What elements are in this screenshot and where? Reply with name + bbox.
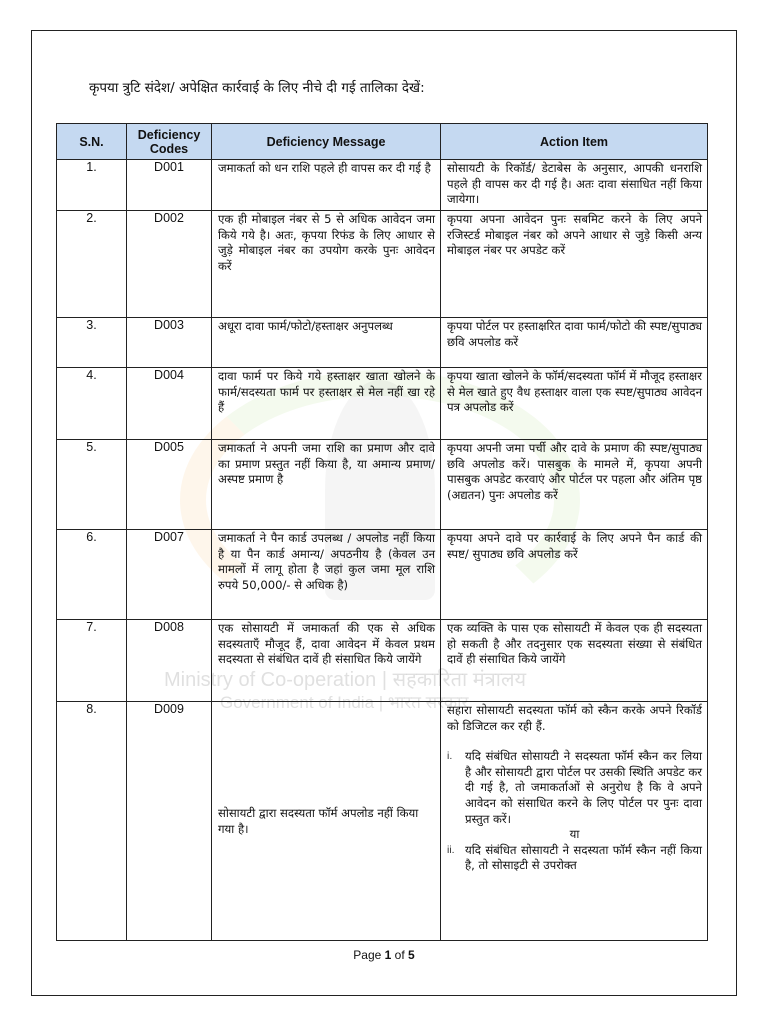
header-action: Action Item	[441, 124, 708, 160]
row-sn: 7.	[57, 620, 127, 702]
row-action: कृपया अपनी जमा पर्ची और दावे के प्रमाण की स्पष्ट/सुपाठ्य छवि अपलोड करें। पासबुक के मामले में, कृपया अपनी पासबुक अपडेट करवाएं और पोर्टल पर पहला और अंतिम पृष्ठ (अद्यतन) पुनः अपलोड करें	[441, 440, 708, 530]
row-code: D008	[127, 620, 212, 702]
row-action	[441, 702, 708, 941]
table-row	[57, 160, 708, 211]
row-sn: 6.	[57, 530, 127, 620]
row-action: सोसायटी के रिकॉर्ड/ डेटाबेस के अनुसार, आपकी धनराशि पहले ही वापस कर दी गई है। अतः दावा संसाधित नहीं किया जायेगा।	[441, 160, 708, 211]
table-header-row	[57, 124, 708, 160]
row-action: कृपया अपना आवेदन पुनः सबमिट करने के लिए अपने रजिस्टर्ड मोबाइल नंबर को अपने आधार से जुड़े किसी अन्य मोबाइल नंबर पर अपडेट करें	[441, 211, 708, 318]
row-message: एक ही मोबाइल नंबर से 5 से अधिक आवेदन जमा किये गये है। अतः, कृपया रिफंड के लिए आधार से जुड़े मोबाइल नंबर का उपयोग करके पुनः आवेदन करें	[212, 211, 441, 318]
intro-text: कृपया त्रुटि संदेश/ अपेक्षित कार्रवाई के लिए नीचे दी गई तालिका देखें:	[89, 80, 425, 96]
row-message: एक सोसायटी में जमाकर्ता की एक से अधिक सदस्यताएँ मौजूद हैं, दावा आवेदन में केवल प्रथम सदस्यता से संबंधित दावें ही संसाधित किये जायेंगे	[212, 620, 441, 702]
row-code: D007	[127, 530, 212, 620]
table-row	[57, 318, 708, 368]
watermark-line-1: Ministry of Co-operation | सहकारिता मंत्रालय	[164, 669, 527, 691]
table-row	[57, 211, 708, 318]
footer-total-pages: 5	[408, 948, 415, 962]
row-message: जमाकर्ता को धन राशि पहले ही वापस कर दी गई है	[212, 160, 441, 211]
row-message: जमाकर्ता ने अपनी जमा राशि का प्रमाण और दावे का प्रमाण प्रस्तुत नहीं किया है, या अमान्य प्रमाण/अस्पष्ट प्रमाण है	[212, 440, 441, 530]
row-code: D004	[127, 368, 212, 440]
header-sn: S.N.	[57, 124, 127, 160]
header-code: Deficiency Codes	[127, 124, 212, 160]
row-sn: 2.	[57, 211, 127, 318]
row-sn: 1.	[57, 160, 127, 211]
page-footer	[0, 948, 768, 962]
deficiency-table	[56, 123, 708, 941]
header-message: Deficiency Message	[212, 124, 441, 160]
row-sn: 4.	[57, 368, 127, 440]
table-row	[57, 620, 708, 702]
sub-item-text: यदि संबंधित सोसायटी ने सदस्यता फॉर्म स्कैन नहीं किया है, तो सोसाइटी से उपरोक्त	[465, 842, 702, 873]
row-sn: 5.	[57, 440, 127, 530]
sub-item-number: ii.	[447, 843, 455, 856]
row-code: D005	[127, 440, 212, 530]
row-code: D001	[127, 160, 212, 211]
sub-item-number: i.	[447, 750, 453, 763]
row-sn: 3.	[57, 318, 127, 368]
row-code: D002	[127, 211, 212, 318]
footer-current-page: 1	[384, 948, 392, 962]
sub-item-text: यदि संबंधित सोसायटी ने सदस्यता फॉर्म स्कैन कर लिया है और सोसायटी द्वारा पोर्टल पर उसकी स्थिति अपडेट कर दी गई है, तो जमाकर्ताओं से अनुरोध है कि वे अपने आवेदन को संसाधित करने के लिए पोर्टल पर पुनः दावा प्रस्तुत करें।	[465, 749, 702, 826]
action-sub-item	[447, 843, 702, 874]
row-code: D003	[127, 318, 212, 368]
table-row	[57, 702, 708, 941]
row-message: जमाकर्ता ने पैन कार्ड उपलब्ध / अपलोड नहीं किया है या पैन कार्ड अमान्य/ अपठनीय है (केवल उन मामलों में लागू होता है जहां कुल जमा मूल राशि रुपये 50,000/- से अधिक है)	[212, 530, 441, 620]
row-message: सोसायटी द्वारा सदस्यता फॉर्म अपलोड नहीं किया गया है।	[212, 702, 441, 941]
action-sub-item	[447, 749, 702, 827]
row-message: अधूरा दावा फार्म/फोटो/हस्ताक्षर अनुपलब्ध	[212, 318, 441, 368]
row-code: D009	[127, 702, 212, 941]
row-action: कृपया पोर्टल पर हस्ताक्षरित दावा फार्म/फोटो की स्पष्ट/सुपाठ्य छवि अपलोड करें	[441, 318, 708, 368]
row-sn: 8.	[57, 702, 127, 941]
table-row	[57, 530, 708, 620]
table-row	[57, 440, 708, 530]
table-row	[57, 368, 708, 440]
footer-of-word: of	[394, 948, 405, 962]
row-action: कृपया अपने दावे पर कार्रवाई के लिए अपने पैन कार्ड की स्पष्ट/ सुपाठ्य छवि अपलोड करें	[441, 530, 708, 620]
footer-page-word: Page	[353, 948, 382, 962]
action-intro: सहारा सोसायटी सदस्यता फॉर्म को स्कैन करके अपने रिकॉर्ड को डिजिटल कर रही हैं.	[447, 703, 702, 733]
watermark-line-2: Government of India | भारत सरकार	[220, 693, 469, 712]
row-message: दावा फार्म पर किये गये हस्ताक्षर खाता खोलने के फार्म/सदस्यता फार्म पर हस्ताक्षर से मेल नहीं खा रहे हैं	[212, 368, 441, 440]
or-separator: या	[569, 827, 580, 842]
row-action: एक व्यक्ति के पास एक सोसायटी में केवल एक ही सदस्यता हो सकती है और तदनुसार एक सदस्यता संख्या से संबंधित दावें ही संसाधित किये जायेंगे	[441, 620, 708, 702]
row-action: कृपया खाता खोलने के फॉर्म/सदस्यता फॉर्म में मौजूद हस्ताक्षर से मेल खाते हुए वैध हस्ताक्षर वाला एक स्पष्ट/सुपाठ्य आवेदन पत्र अपलोड करें	[441, 368, 708, 440]
